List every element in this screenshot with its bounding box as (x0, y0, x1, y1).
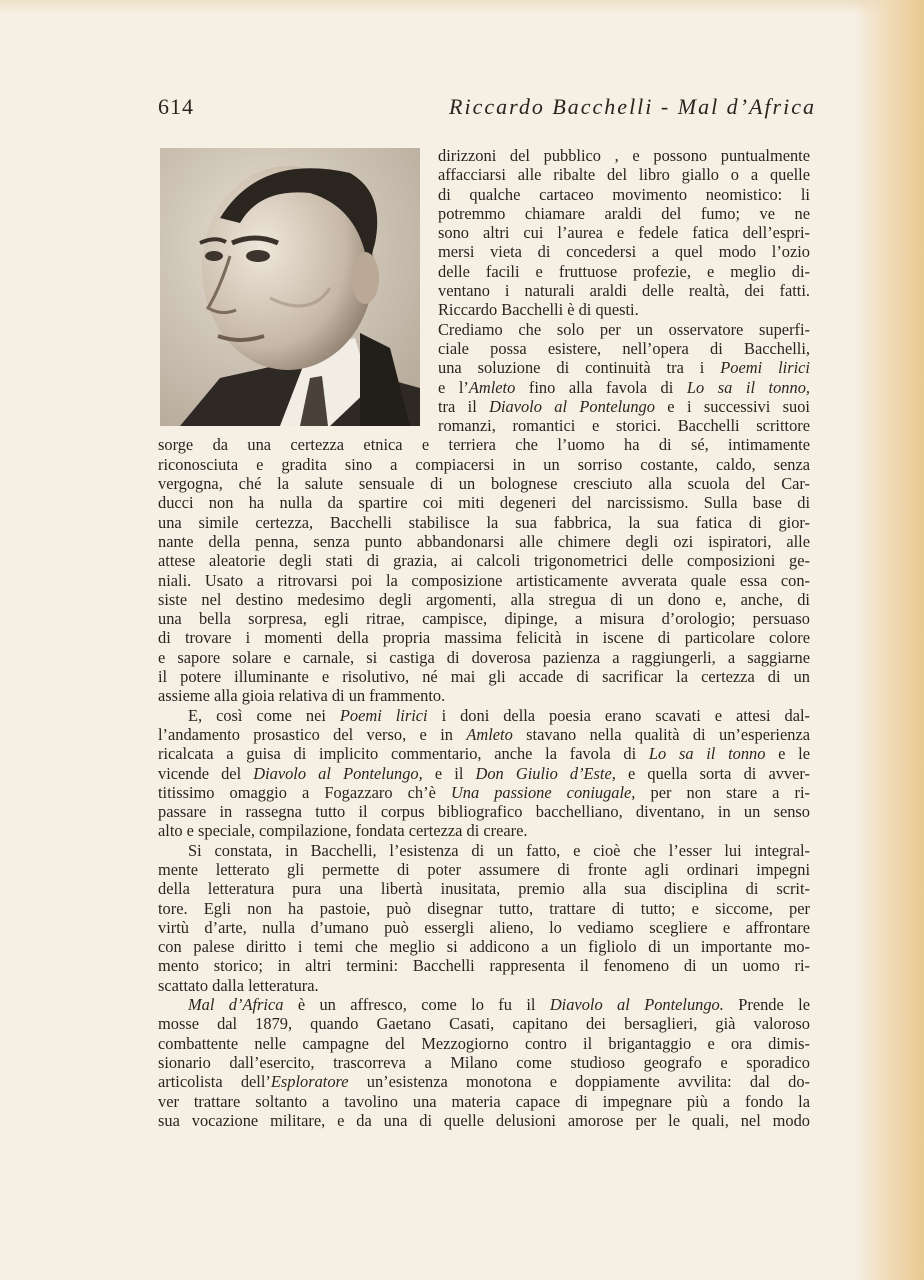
text-segment: e l’ (438, 377, 469, 397)
text-line (158, 879, 810, 898)
text-segment: un’esistenza monotona e doppiamente avvilita: dal do- (348, 1072, 810, 1092)
text-segment: i doni della poesia erano scavati e attesi dal- (427, 705, 810, 725)
text-segment: alto e speciale, compilazione, fondata certezza di creare. (158, 821, 528, 841)
text-segment: virtù d’arte, nulla d’umano può essergli alieno, lo vediamo scegliere e affrontare (158, 917, 810, 937)
text-segment: nante della penna, senza punto abbandonarsi alle chimere degli ozi ispiratori, alle (158, 531, 810, 551)
text-segment: mosse dal 1879, quando Gaetano Casati, capitano dei bersaglieri, già valoroso (158, 1014, 810, 1034)
italic-title-text: Poemi lirici (339, 705, 428, 725)
text-segment: tore. Egli non ha pastoie, può disegnar tutto, trattare di tutto; e siccome, per (158, 898, 810, 918)
text-line (158, 493, 810, 512)
text-line (438, 416, 810, 435)
text-segment: una bella sorpresa, egli ritrae, campisce, dipinge, a misura d’orologio; persuaso (158, 609, 810, 629)
text-line (158, 995, 810, 1014)
text-segment: vergogna, ché la salute sensuale di un bolognese cresciuto alla scuola del Car- (158, 474, 810, 494)
text-segment: attese aleatorie degli stati di grazia, ai calcoli trigonometrici delle composizioni ge- (158, 551, 810, 571)
text-segment: delle facili e fruttuose profezie, e meglio di- (438, 261, 810, 281)
text-line (158, 706, 810, 725)
text-line (158, 1014, 810, 1033)
text-line (438, 320, 810, 339)
text-line (158, 821, 810, 840)
text-segment: Riccardo Bacchelli è di questi. (438, 300, 639, 320)
text-line (158, 609, 810, 628)
text-segment: Si constata, in Bacchelli, l’esistenza di un fatto, e cioè che l’esser lui integral- (188, 840, 810, 860)
text-segment: mente letterato gli permette di poter assumere di fronte agli ordinari impegni (158, 859, 810, 879)
text-line (158, 628, 810, 647)
text-line (158, 686, 810, 705)
text-line (158, 513, 810, 532)
running-title: Riccardo Bacchelli - Mal d’Africa (449, 94, 816, 119)
text-segment: per non stare a ri- (635, 782, 810, 802)
text-line (438, 204, 810, 223)
text-segment: Prende le (723, 995, 810, 1015)
italic-title-text: Diavolo al Pontelungo, (253, 763, 423, 783)
text-segment: e i successivi suoi (654, 396, 810, 416)
text-segment: E, così come nei (188, 705, 340, 725)
text-line (438, 339, 810, 358)
text-segment: una simile certezza, Bacchelli stabilisce la sua fabbrica, la sua fatica di gior- (158, 512, 810, 532)
text-segment: affacciarsi alle ribalte del libro giallo o a quelle (438, 165, 810, 185)
italic-title-text: Lo sa il tonno (648, 744, 766, 764)
text-line (158, 667, 810, 686)
text-line (438, 223, 810, 242)
text-line (158, 725, 810, 744)
text-line (158, 764, 810, 783)
text-line (158, 455, 810, 474)
text-segment: di trovare i momenti della propria massima felicità in iscene di particolare colore (158, 628, 810, 648)
text-line (438, 397, 810, 416)
text-line (158, 590, 810, 609)
italic-title-text: Amleto (468, 377, 516, 397)
text-segment: ciale possa esistere, nell’opera di Bacchelli, (438, 338, 810, 358)
text-segment: della letteratura pura una libertà inusitata, premio alla sua disciplina di scrit- (158, 879, 810, 899)
text-line (438, 281, 810, 300)
text-line (438, 165, 810, 184)
text-line (158, 802, 810, 821)
italic-title-text: Lo sa il tonno, (686, 377, 810, 397)
text-line (158, 860, 810, 879)
italic-title-text: Diavolo al Pontelungo. (549, 995, 724, 1015)
text-line (158, 976, 810, 995)
text-line (158, 1053, 810, 1072)
text-segment: ricalcata a guisa di implicito commentario, anche la favola di (158, 744, 649, 764)
text-line (158, 571, 810, 590)
text-line (158, 648, 810, 667)
text-line (158, 1111, 810, 1130)
text-segment: sua vocazione militare, e da una di quelle delusioni amorose per le quali, nel modo (158, 1110, 810, 1130)
text-line (158, 918, 810, 937)
text-segment: ducci non ha nulla da spartire coi miti degeneri del narcissismo. Sulla base di (158, 493, 810, 513)
text-segment: mento storico; in altri termini: Bacchelli rappresenta il fenomeno di un uomo ri- (158, 956, 810, 976)
text-segment: sorge da una certezza etnica e terriera che l’uomo ha di sé, intimamente (158, 435, 810, 455)
italic-title-text: Mal d’Africa (188, 995, 284, 1015)
text-segment: riconosciuta e gradita sino a compiacersi in un sorriso costante, caldo, senza (158, 454, 810, 474)
italic-title-text: Don Giulio d’Este, (475, 763, 616, 783)
text-segment: e il (422, 763, 476, 783)
text-segment: l’andamento prosastico del verso, e in (158, 724, 467, 744)
text-segment: titissimo omaggio a Fogazzaro ch’è (158, 782, 451, 802)
text-line (438, 242, 810, 261)
text-line (438, 358, 810, 377)
article-body (158, 146, 810, 1130)
text-line (438, 378, 810, 397)
text-line (438, 262, 810, 281)
text-segment: e quella sorta di avver- (615, 763, 810, 783)
text-segment: siste nel destino medesimo degli argomenti, alla stregua di un dono e, anche, di (158, 589, 810, 609)
text-segment: mersi vieta di concedersi a quel modo l’ozio (438, 242, 810, 262)
text-segment: e sapore solare e carnale, si castiga di doverosa pazienza a raggiungerli, a saggiarne (158, 647, 810, 667)
page-header (158, 94, 818, 126)
text-line (158, 1092, 810, 1111)
page-top-shading (0, 0, 924, 14)
text-line (158, 937, 810, 956)
italic-title-text: Amleto (466, 724, 513, 744)
text-segment: sionario dall’esercito, trascorreva a Milano come studioso geografo e sporadico (158, 1052, 810, 1072)
text-line (158, 744, 810, 763)
italic-title-text: Poemi lirici (720, 358, 810, 378)
text-segment: Crediamo che solo per un osservatore superfi- (438, 319, 810, 339)
text-segment: articolista dell’ (158, 1072, 271, 1092)
text-line (158, 532, 810, 551)
text-segment: con palese diritto i temi che meglio si addicono a un figliolo di un importante mo- (158, 937, 810, 957)
text-segment: vicende del (158, 763, 254, 783)
text-line (158, 474, 810, 493)
text-segment: potremmo chiamare araldi del fumo; ve ne (438, 203, 810, 223)
text-line (438, 146, 810, 165)
text-line (158, 956, 810, 975)
text-line (438, 300, 810, 319)
text-line (158, 1034, 810, 1053)
page-number: 614 (158, 94, 194, 119)
text-line (158, 1072, 810, 1091)
italic-title-text: Una passione coniugale, (450, 782, 636, 802)
text-line (158, 551, 810, 570)
text-segment: è un affresco, come lo fu il (283, 995, 550, 1015)
text-segment: dirizzoni del pubblico , e possono puntualmente (438, 146, 810, 165)
text-segment: tra il (438, 396, 490, 416)
text-segment: romanzi, romantici e storici. Bacchelli scrittore (438, 416, 810, 436)
text-line (158, 841, 810, 860)
text-segment: scattato dalla letteratura. (158, 975, 319, 995)
text-line (158, 783, 810, 802)
text-segment: il potere illuminante e risolutivo, né mai gli accade di sacrificar la certezza di un (158, 667, 810, 687)
text-segment: sono altri cui l’aurea e fedele fatica dell’espri- (438, 223, 810, 243)
text-segment: stavano nella qualità di un’esperienza (512, 724, 810, 744)
text-segment: ventano i naturali araldi delle realtà, dei fatti. (438, 281, 810, 301)
text-segment: combattente nelle campagne del Mezzogiorno contro il brigantaggio e ora dimis- (158, 1033, 810, 1053)
italic-title-text: Diavolo al Pontelungo (489, 396, 655, 416)
text-segment: una soluzione di continuità tra i (438, 358, 721, 378)
page-right-edge-shading (854, 0, 924, 1280)
text-line (158, 899, 810, 918)
text-segment: niali. Usato a ritrovarsi poi la composizione artisticamente avverata quale essa con- (158, 570, 810, 590)
italic-title-text: Esploratore (270, 1072, 349, 1092)
text-segment: e le (765, 744, 810, 764)
text-segment: fino alla favola di (515, 377, 687, 397)
text-segment: assieme alla gioia relativa di un frammento. (158, 686, 446, 706)
text-segment: di qualche cartaceo movimento neomistico: li (438, 184, 810, 204)
text-line (438, 185, 810, 204)
text-line (158, 435, 810, 454)
text-segment: ver trattare soltanto a tavolino una materia capace di impegnare più a fondo la (158, 1091, 810, 1111)
text-segment: passare in rassegna tutto il corpus bibliografico bacchelliano, diventano, in un senso (158, 802, 810, 822)
